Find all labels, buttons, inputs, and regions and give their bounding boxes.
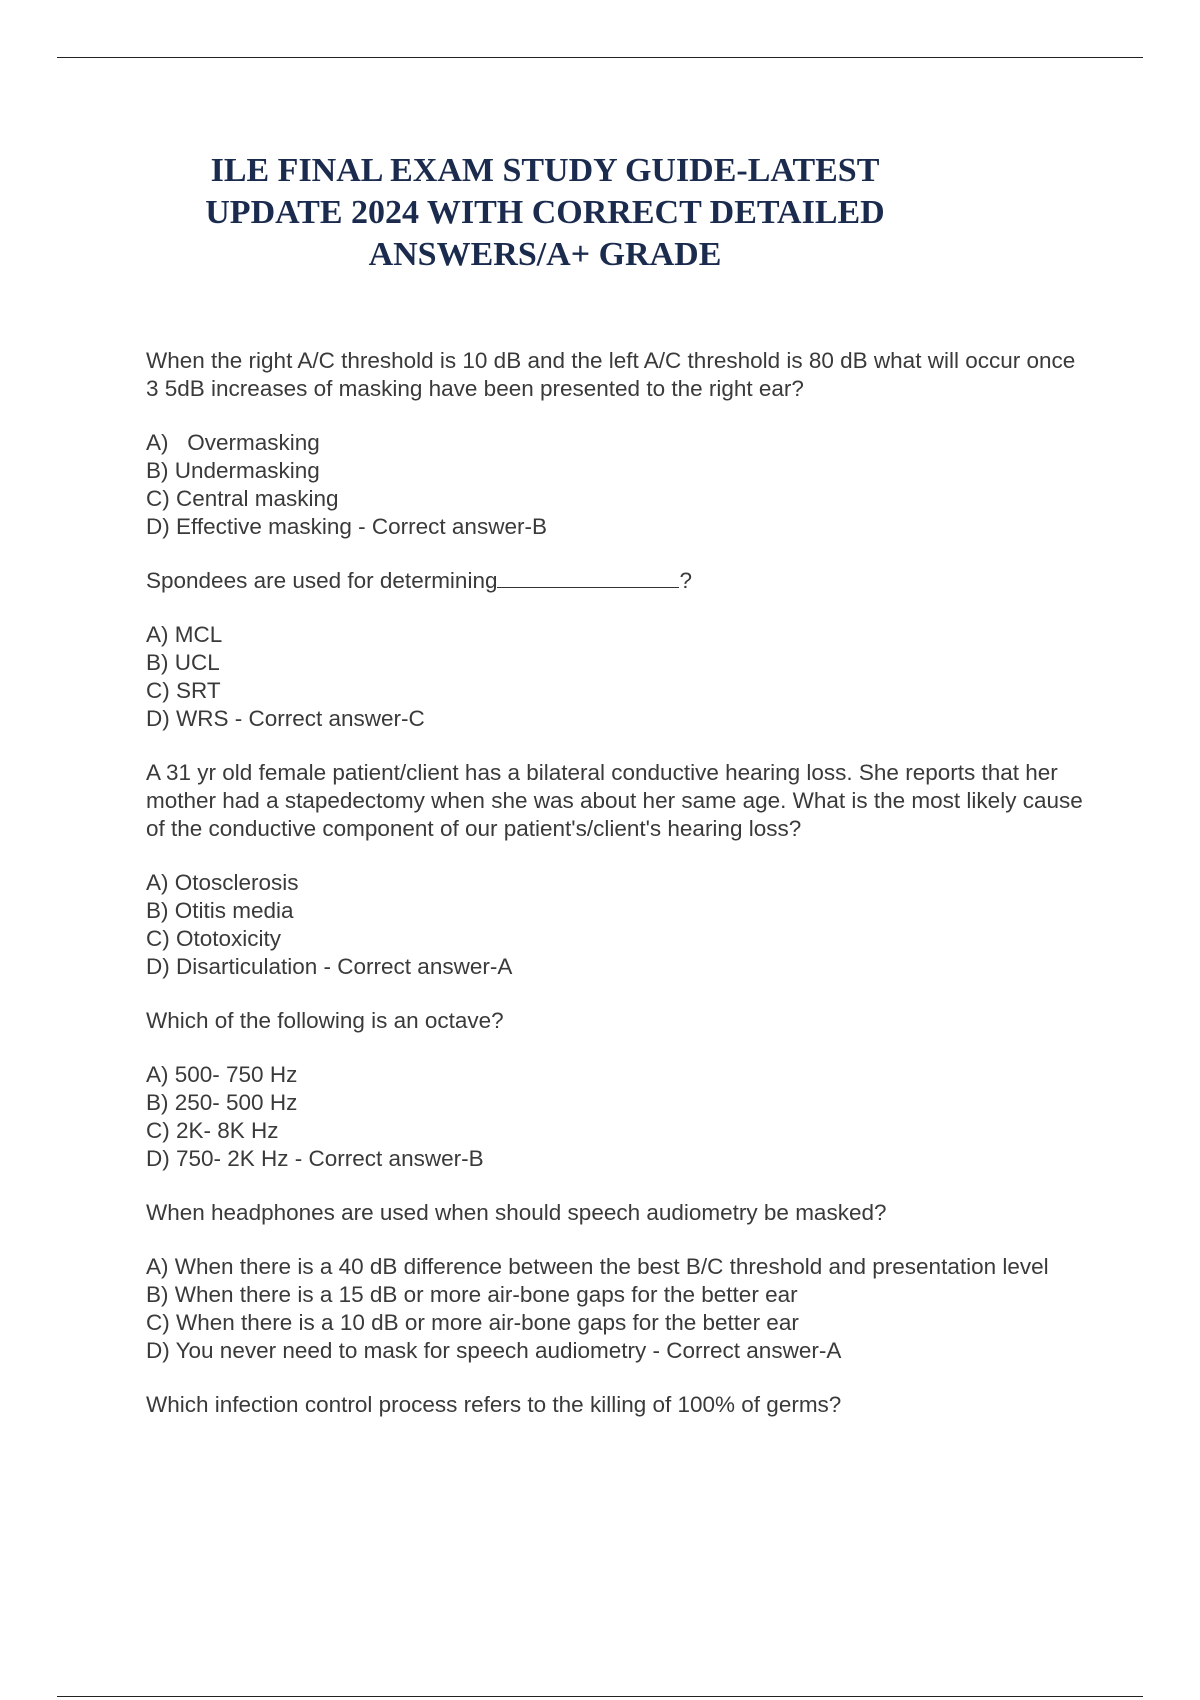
option: B) UCL — [146, 650, 220, 675]
question-4: Which of the following is an octave? — [146, 1008, 504, 1033]
question-2-mark: ? — [679, 568, 692, 593]
title-line-1: ILE FINAL EXAM STUDY GUIDE-LATEST — [210, 152, 880, 189]
option: C) Ototoxicity — [146, 926, 282, 951]
option: B) Undermasking — [146, 458, 320, 483]
option: D) Disarticulation - Correct answer-A — [146, 954, 513, 979]
option: A) MCL — [146, 622, 223, 647]
option: C) SRT — [146, 678, 221, 703]
option: B) Otitis media — [146, 898, 294, 923]
question-4-options — [146, 1061, 1091, 1173]
title-line-2: UPDATE 2024 WITH CORRECT DETAILED — [205, 194, 885, 231]
question-3-options — [146, 869, 1091, 981]
title-line-3: ANSWERS/A+ GRADE — [368, 236, 722, 273]
option: A) When there is a 40 dB difference between the best B/C threshold and presentation level — [146, 1254, 1049, 1279]
answer-blank — [497, 567, 679, 588]
option: D) 750- 2K Hz - Correct answer-B — [146, 1146, 484, 1171]
question-5: When headphones are used when should speech audiometry be masked? — [146, 1200, 887, 1225]
option: A) 500- 750 Hz — [146, 1062, 298, 1087]
option: A) Otosclerosis — [146, 870, 299, 895]
question-1: When the right A/C threshold is 10 dB and the left A/C threshold is 80 dB what will occur once 3 5dB increases of masking have been presented to the right ear? — [146, 348, 1076, 401]
question-2-options — [146, 621, 1091, 733]
bottom-rule — [57, 1696, 1143, 1697]
question-3: A 31 yr old female patient/client has a bilateral conductive hearing loss. She reports that her mother had a stapedectomy when she was about her same age. What is the most likely cause of the conductive component of our patient's/client's hearing loss? — [146, 760, 1083, 841]
option: D) You never need to mask for speech audiometry - Correct answer-A — [146, 1338, 842, 1363]
document-body — [146, 347, 1091, 1445]
document-title — [130, 150, 960, 276]
option: D) WRS - Correct answer-C — [146, 706, 425, 731]
question-1-options — [146, 429, 1091, 541]
top-rule — [57, 57, 1143, 58]
option: D) Effective masking - Correct answer-B — [146, 514, 547, 539]
option: C) 2K- 8K Hz — [146, 1118, 279, 1143]
option: C) When there is a 10 dB or more air-bone gaps for the better ear — [146, 1310, 799, 1335]
question-6: Which infection control process refers to the killing of 100% of germs? — [146, 1392, 842, 1417]
option: B) 250- 500 Hz — [146, 1090, 298, 1115]
question-2-text: Spondees are used for determining — [146, 568, 498, 593]
option: B) When there is a 15 dB or more air-bone gaps for the better ear — [146, 1282, 798, 1307]
question-2 — [146, 567, 1091, 595]
question-5-options — [146, 1253, 1091, 1365]
option: A) Overmasking — [146, 430, 320, 455]
option: C) Central masking — [146, 486, 339, 511]
